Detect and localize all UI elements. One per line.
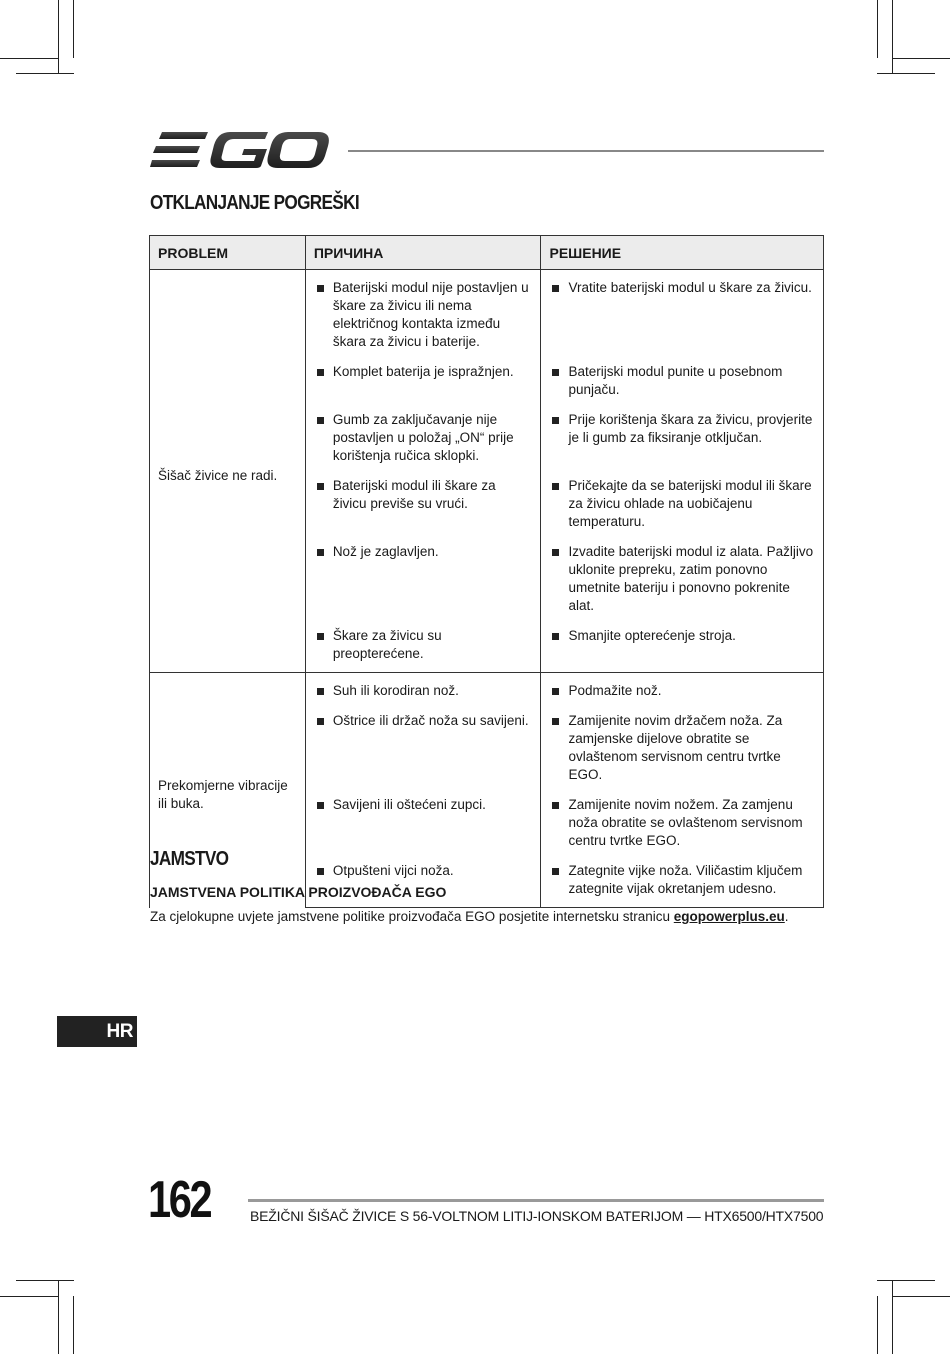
bullet-icon bbox=[317, 633, 324, 640]
bullet-icon bbox=[552, 483, 559, 490]
footer-title: BEŽIČNI ŠIŠAČ ŽIVICE S 56-VOLTNOM LITIJ-IONSKOM BATERIJOM — HTX6500/HTX7500 bbox=[250, 1208, 824, 1224]
bullet-icon bbox=[552, 285, 559, 292]
bullet-icon bbox=[317, 802, 324, 809]
solution-cell bbox=[541, 673, 824, 707]
crop-mark bbox=[892, 1280, 893, 1354]
troubleshooting-table bbox=[149, 235, 824, 908]
crop-mark bbox=[877, 1280, 935, 1281]
warranty-subheading: JAMSTVENA POLITIKA PROIZVOĐAČA EGO bbox=[150, 884, 447, 900]
cause-text: Škare za živicu su preopterećene. bbox=[332, 628, 442, 661]
crop-mark bbox=[0, 1296, 58, 1297]
page-number: 162 bbox=[148, 1171, 211, 1229]
table-row bbox=[150, 673, 824, 707]
header-problem: PROBLEM bbox=[150, 236, 306, 270]
solution-text: Smanjite opterećenje stroja. bbox=[568, 628, 736, 643]
bullet-icon bbox=[552, 369, 559, 376]
troubleshooting-heading: OTKLANJANJE POGREŠKI bbox=[150, 192, 359, 214]
table-header-row bbox=[150, 236, 824, 270]
solution-text: Vratite baterijski modul u škare za živicu. bbox=[568, 280, 812, 295]
bullet-icon bbox=[317, 868, 324, 875]
solution-text: Podmažite nož. bbox=[568, 683, 662, 698]
crop-mark bbox=[892, 58, 950, 59]
footer-rule bbox=[248, 1199, 824, 1202]
crop-mark bbox=[877, 0, 878, 58]
solution-cell bbox=[541, 621, 824, 673]
bullet-icon bbox=[552, 549, 559, 556]
cause-text: Gumb za zaključavanje nije postavljen u položaj „ON“ prije korištenja ručica sklopki. bbox=[332, 412, 514, 463]
cause-text: Nož je zaglavljen. bbox=[332, 544, 439, 559]
crop-mark bbox=[0, 58, 58, 59]
solution-text: Prije korištenja škara za živicu, provjerite je li gumb za fiksiranje otključan. bbox=[568, 412, 813, 445]
table-row bbox=[150, 270, 824, 358]
solution-cell bbox=[541, 405, 824, 471]
crop-mark bbox=[73, 0, 74, 58]
cause-cell bbox=[305, 790, 541, 856]
solution-cell bbox=[541, 270, 824, 358]
cause-text: Komplet baterija je ispražnjen. bbox=[332, 364, 514, 379]
bullet-icon bbox=[552, 802, 559, 809]
bullet-icon bbox=[317, 688, 324, 695]
cause-cell bbox=[305, 621, 541, 673]
crop-mark bbox=[877, 1296, 878, 1354]
cause-text: Otpušteni vijci noža. bbox=[332, 863, 454, 878]
bullet-icon bbox=[552, 718, 559, 725]
bullet-icon bbox=[317, 417, 324, 424]
solution-text: Zamijenite novim držačem noža. Za zamjenske dijelove obratite se ovlaštenom servisnom centru tvrtke EGO. bbox=[568, 713, 783, 782]
solution-cell bbox=[541, 706, 824, 790]
crop-mark bbox=[16, 73, 74, 74]
cause-cell bbox=[305, 537, 541, 621]
cause-cell bbox=[305, 471, 541, 537]
cause-text: Savijeni ili oštećeni zupci. bbox=[332, 797, 486, 812]
cause-text: Baterijski modul nije postavljen u škare za živicu ili nema električnog kontakta između škara za živicu i baterije. bbox=[332, 280, 529, 349]
solution-cell bbox=[541, 790, 824, 856]
problem-cell: Prekomjerne vibracije ili buka. bbox=[150, 673, 306, 908]
bullet-icon bbox=[552, 868, 559, 875]
solution-text: Baterijski modul punite u posebnom punjaču. bbox=[568, 364, 783, 397]
cause-cell bbox=[305, 357, 541, 405]
solution-cell bbox=[541, 357, 824, 405]
solution-text: Izvadite baterijski modul iz alata. Pažljivo uklonite prepreku, zatim ponovno umetnite bateriju i ponovno pokrenite alat. bbox=[568, 544, 814, 613]
crop-mark bbox=[892, 1296, 950, 1297]
crop-mark bbox=[58, 1280, 59, 1354]
bullet-icon bbox=[317, 369, 324, 376]
crop-mark bbox=[877, 73, 935, 74]
crop-mark bbox=[892, 0, 893, 74]
solution-text: Zategnite vijke noža. Viličastim ključem zategnite vijak okretanjem udesno. bbox=[568, 863, 803, 896]
bullet-icon bbox=[317, 718, 324, 725]
bullet-icon bbox=[317, 549, 324, 556]
problem-cell: Šišač živice ne radi. bbox=[150, 270, 306, 673]
header-rule bbox=[348, 150, 824, 152]
warranty-link[interactable]: egopowerplus.eu bbox=[673, 909, 785, 924]
cause-text: Baterijski modul ili škare za živicu previše su vrući. bbox=[332, 478, 496, 511]
warranty-body: Za cjelokupne uvjete jamstvene politike proizvođača EGO posjetite internetsku stranicu bbox=[150, 909, 674, 924]
bullet-icon bbox=[552, 633, 559, 640]
cause-cell bbox=[305, 270, 541, 358]
header-solution: РЕШЕНИЕ bbox=[541, 236, 824, 270]
bullet-icon bbox=[317, 483, 324, 490]
crop-mark bbox=[58, 0, 59, 74]
warranty-text bbox=[150, 909, 789, 924]
cause-text: Oštrice ili držač noža su savijeni. bbox=[332, 713, 529, 728]
crop-mark bbox=[16, 1280, 74, 1281]
ego-logo bbox=[150, 128, 330, 172]
solution-cell bbox=[541, 537, 824, 621]
bullet-icon bbox=[552, 417, 559, 424]
warranty-end: . bbox=[784, 909, 789, 924]
crop-mark bbox=[73, 1296, 74, 1354]
bullet-icon bbox=[552, 688, 559, 695]
solution-cell bbox=[541, 856, 824, 908]
cause-cell bbox=[305, 706, 541, 790]
language-tab: HR bbox=[57, 1016, 137, 1047]
cause-cell bbox=[305, 673, 541, 707]
warranty-heading: JAMSTVO bbox=[150, 848, 229, 870]
solution-text: Pričekajte da se baterijski modul ili škare za živicu ohlade na uobičajenu temperaturu. bbox=[568, 478, 812, 529]
cause-text: Suh ili korodiran nož. bbox=[332, 683, 459, 698]
header-cause: ПРИЧИНА bbox=[305, 236, 541, 270]
cause-cell bbox=[305, 405, 541, 471]
bullet-icon bbox=[317, 285, 324, 292]
solution-cell bbox=[541, 471, 824, 537]
solution-text: Zamijenite novim nožem. Za zamjenu noža obratite se ovlaštenom servisnom centru tvrtke EGO. bbox=[568, 797, 803, 848]
